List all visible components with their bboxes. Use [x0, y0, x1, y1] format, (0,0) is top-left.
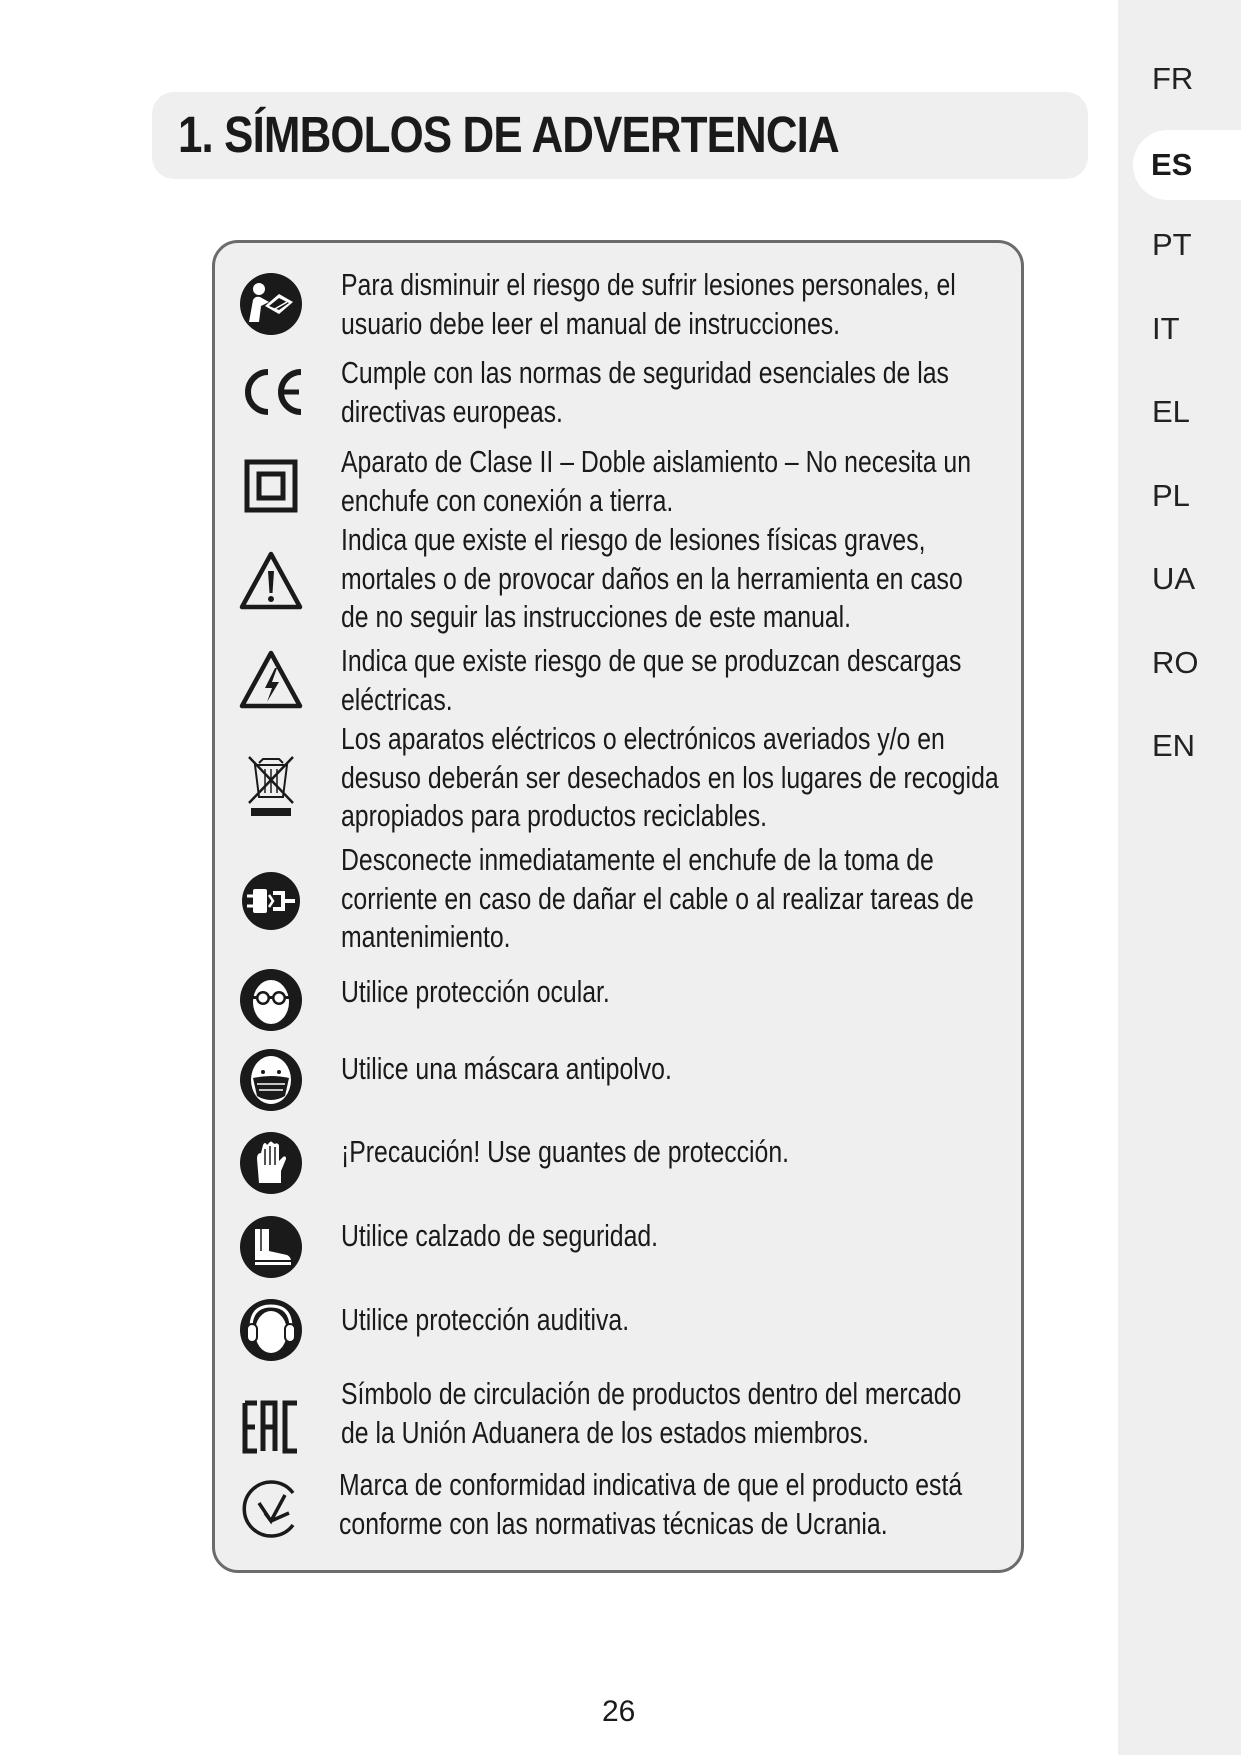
language-tab-pt[interactable]: PT	[1152, 227, 1192, 262]
section-title-bar	[152, 92, 1088, 179]
read-manual-icon	[239, 272, 303, 336]
symbol-description: Indica que existe riesgo de que se produzcan descargas eléctricas.	[341, 643, 962, 717]
eye-protection-icon	[239, 968, 303, 1032]
ear-protection-icon	[239, 1298, 303, 1362]
language-tab-pl[interactable]: PL	[1152, 478, 1190, 513]
language-tab-fr[interactable]: FR	[1152, 61, 1194, 96]
language-tab-el[interactable]: EL	[1152, 394, 1190, 429]
language-tab-es-active[interactable]	[1133, 130, 1241, 200]
symbol-description: Desconecte inmediatamente el enchufe de la toma de corriente en caso de dañar el cable o al realizar tareas de mantenimiento.	[341, 842, 974, 954]
symbol-description: ¡Precaución! Use guantes de protección.	[341, 1134, 790, 1169]
language-tab-en[interactable]: EN	[1152, 728, 1196, 763]
language-tab-ro[interactable]: RO	[1152, 645, 1199, 680]
language-tab-it[interactable]: IT	[1152, 311, 1180, 346]
warning-icon	[239, 549, 303, 613]
gloves-icon	[239, 1131, 303, 1195]
safety-boots-icon	[239, 1215, 303, 1279]
symbol-description: Indica que existe el riesgo de lesiones físicas graves, mortales o de provocar daños en la herramienta en caso de no seguir las instrucciones de este manual.	[341, 522, 963, 634]
dust-mask-icon	[239, 1048, 303, 1112]
unplug-icon	[239, 869, 303, 933]
symbol-description: Los aparatos eléctricos o electrónicos averiados y/o en desuso deberán ser desechados en los lugares de recogida apropiados para productos reciclables.	[341, 721, 999, 833]
symbol-description: Marca de conformidad indicativa de que el producto está conforme con las normativas técnicas de Ucrania.	[339, 1467, 963, 1541]
symbol-description: Cumple con las normas de seguridad esenciales de las directivas europeas.	[341, 355, 949, 429]
symbol-description: Utilice protección auditiva.	[341, 1302, 630, 1337]
language-tab-es-label: ES	[1151, 147, 1193, 182]
symbol-description: Para disminuir el riesgo de sufrir lesiones personales, el usuario debe leer el manual de instrucciones.	[341, 267, 956, 341]
symbol-description: Símbolo de circulación de productos dentro del mercado de la Unión Aduanera de los estados miembros.	[341, 1376, 962, 1450]
ukrca-mark-icon	[239, 1477, 303, 1541]
language-tab-ua[interactable]: UA	[1152, 561, 1196, 596]
symbol-description: Utilice protección ocular.	[341, 974, 610, 1009]
symbol-description: Utilice una máscara antipolvo.	[341, 1051, 672, 1086]
warning-symbols-box	[212, 240, 1024, 1573]
page-title: 1. SÍMBOLOS DE ADVERTENCIA	[178, 106, 839, 163]
weee-bin-icon	[239, 753, 303, 817]
symbol-description: Utilice calzado de seguridad.	[341, 1218, 659, 1253]
electric-shock-icon	[239, 648, 303, 712]
symbol-description: Aparato de Clase II – Doble aislamiento – No necesita un enchufe con conexión a tierra.	[341, 444, 972, 518]
page-number-text: 26	[602, 1695, 636, 1728]
class-ii-icon	[239, 454, 303, 518]
ce-mark-icon	[239, 360, 303, 424]
eac-mark-icon	[239, 1395, 303, 1459]
